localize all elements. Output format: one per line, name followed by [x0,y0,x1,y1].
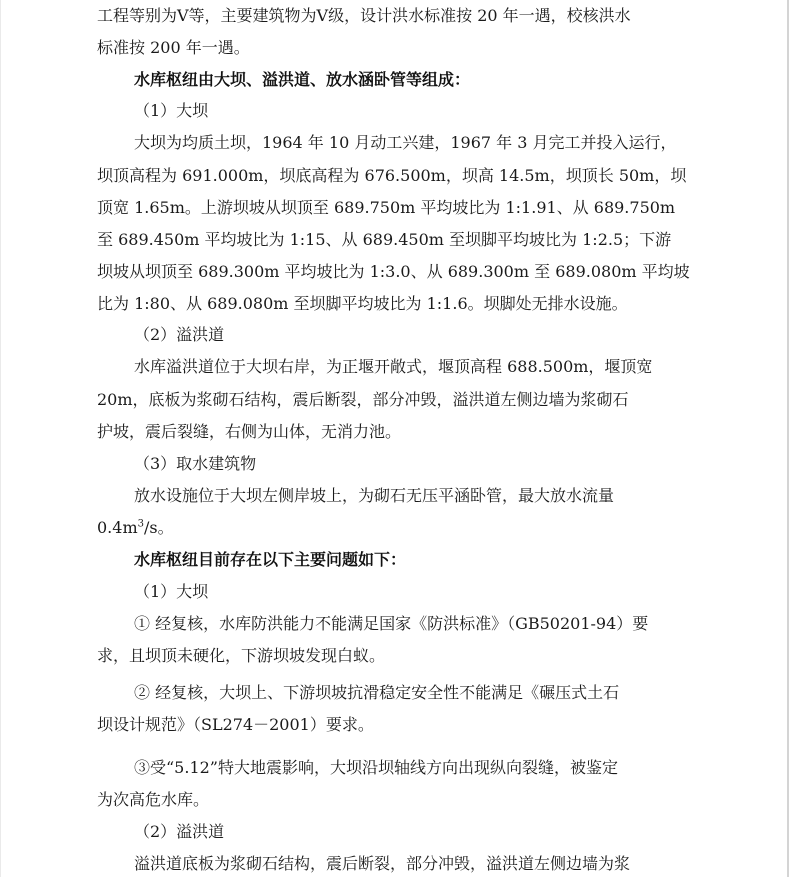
text-line: 标准按 200 年一遇。 [97,38,250,57]
text-line: 求，且坝顶未硬化，下游坝坡发现白蚁。 [97,646,386,665]
text-line: 溢洪道底板为浆砌石结构，震后断裂，部分冲毁，溢洪道左侧边墙为浆 [134,854,631,873]
text-line: 坝设计规范》（SL274－2001）要求。 [97,715,374,734]
text-line: 水库溢洪道位于大坝右岸，为正堰开敞式，堰顶高程 688.500m，堰顶宽 [134,357,653,376]
subsection-heading: （2）溢洪道 [134,822,225,841]
text-line: 为次高危水库。 [97,790,210,809]
text-line: ① 经复核，水库防洪能力不能满足国家《防洪标准》（GB50201-94）要 [134,614,649,633]
subsection-heading: （1）大坝 [134,582,209,601]
text-line: ② 经复核，大坝上、下游坝坡抗滑稳定安全性不能满足《碾压式土石 [134,683,620,702]
flow-unit-exponent: 3 [137,518,144,530]
subsection-heading: （3）取水建筑物 [134,454,257,473]
text-line: 坝坡从坝顶至 689.300m 平均坡比为 1:3.0、从 689.300m 至 689.080m 平均坡 [97,262,690,281]
text-line: 20m，底板为浆砌石结构，震后断裂，部分冲毁，溢洪道左侧边墙为浆砌石 [97,390,629,409]
text-line: 护坡，震后裂缝，右侧为山体，无消力池。 [97,422,402,441]
flow-value: 0.4m [97,518,138,537]
text-line: 放水设施位于大坝左侧岸坡上，为砌石无压平涵卧管，最大放水流量 [134,486,615,505]
text-line: 至 689.450m 平均坡比为 1:15、从 689.450m 至坝脚平均坡比为 1:2.5；下游 [97,230,672,249]
text-line: 比为 1:80、从 689.080m 至坝脚平均坡比为 1:1.6。坝脚处无排水设施。 [97,294,628,313]
page-right-edge [787,0,789,877]
subsection-heading: （1）大坝 [134,101,209,120]
text-line: 大坝为均质土坝，1964 年 10 月动工兴建，1967 年 3 月完工并投入运行， [134,133,677,152]
text-line: 坝顶高程为 691.000m，坝底高程为 676.500m，坝高 14.5m，坝顶长 50m，坝 [97,166,687,185]
subsection-heading: （2）溢洪道 [134,325,225,344]
page-left-edge [0,0,1,877]
section-heading: 水库枢纽目前存在以下主要问题如下： [134,550,407,569]
text-line: 工程等别为Ⅴ等，主要建筑物为Ⅴ级，设计洪水标准按 20 年一遇，校核洪水 [97,6,631,25]
text-line: ③受“5.12”特大地震影响，大坝沿坝轴线方向出现纵向裂缝，被鉴定 [134,758,618,777]
text-line: 顶宽 1.65m。上游坝坡从坝顶至 689.750m 平均坡比为 1:1.91、从 689.750m [97,198,676,217]
text-line [97,518,174,538]
flow-unit-suffix: /s。 [144,518,174,537]
section-heading: 水库枢纽由大坝、溢洪道、放水涵卧管等组成： [134,70,471,89]
